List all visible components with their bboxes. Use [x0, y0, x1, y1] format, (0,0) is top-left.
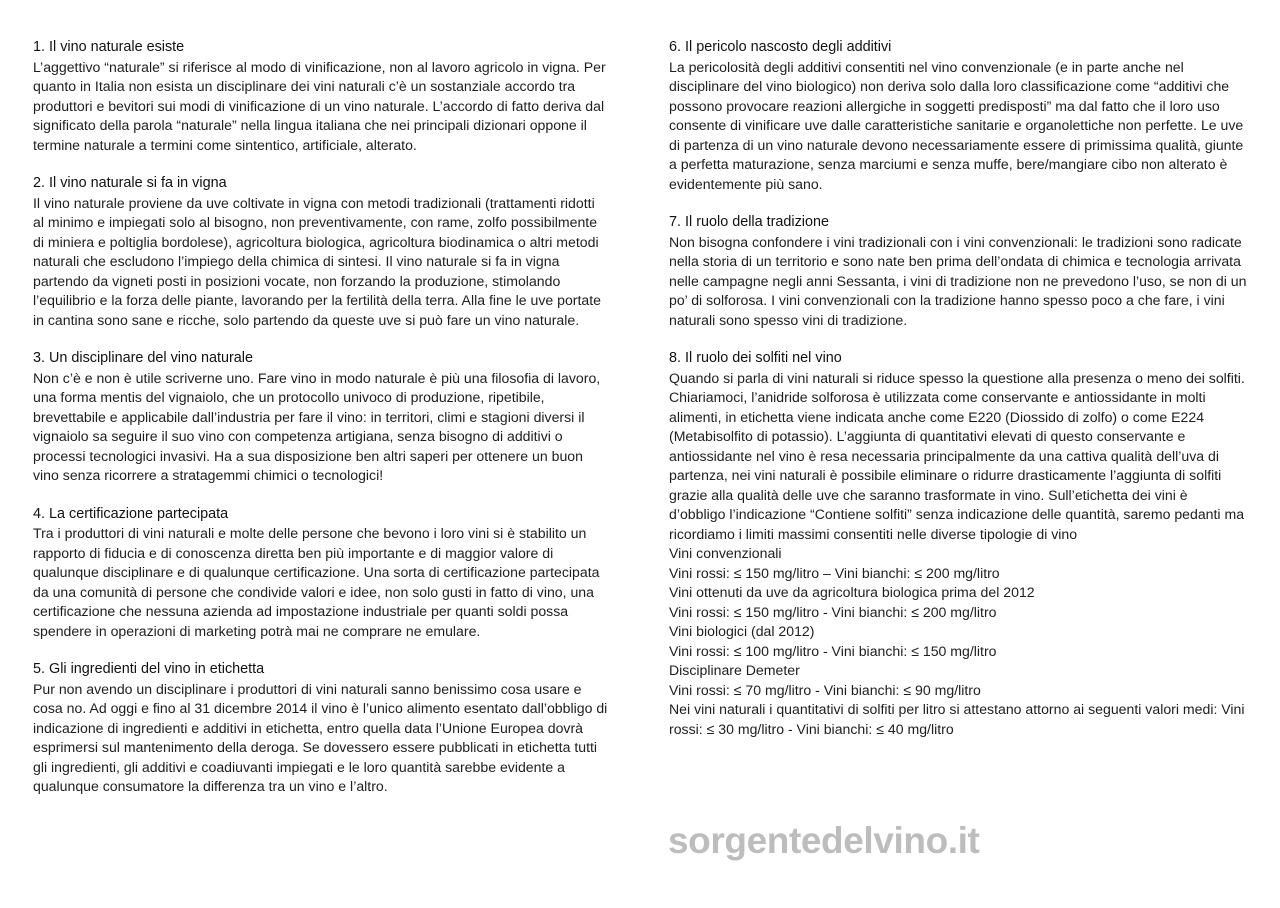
section-heading: 8. Il ruolo dei solfiti nel vino: [669, 350, 842, 366]
section-3: [33, 349, 608, 486]
section-heading: 3. Un disciplinare del vino naturale: [33, 350, 253, 366]
section-8: [669, 349, 1247, 739]
section-1: [33, 38, 608, 155]
section-2: [33, 174, 608, 330]
section-heading: 1. Il vino naturale esiste: [33, 39, 185, 55]
sulfite-limits-list: [669, 544, 1247, 700]
section-5: [33, 660, 608, 797]
list-item: Vini rossi: ≤ 70 mg/litro - Vini bianchi: ≤ 90 mg/litro: [669, 681, 981, 698]
list-item: Vini rossi: ≤ 150 mg/litro - Vini bianchi: ≤ 200 mg/litro: [669, 603, 997, 620]
section-7: [669, 213, 1247, 330]
section-body: La pericolosità degli additivi consentiti nel vino convenzionale (e in parte anche nel disciplinare del vino biologico) non deriva solo dalla loro classificazione come “additivi che possono provocare reazioni allergiche in soggetti predisposti” ma dal fatto che il loro uso consente di vinificare uve dalle caratteristiche sanitarie e organolettiche non perfette. Le uve di partenza di un vino naturale devono necessariamente essere di primissima qualità, giunte a perfetta maturazione, senza marciumi e senza muffe, bere/mangiare cibo non alterato è evidentemente più sano.: [669, 58, 1244, 192]
section-body: Quando si parla di vini naturali si riduce spesso la questione alla presenza o meno dei solfiti. Chiariamoci, l’anidride solforosa è utilizzata come conservante e antiossidante in molti alimenti, in etichetta viene indicata anche come E220 (Diossido di zolfo) o come E224 (Metabisolfito di potassio). L’aggiunta di quantitativi elevati di questo conservante e antiossidante nel vino è resa necessaria principalmente da una cattiva qualità dell’uva di partenza, nei vini naturali è possibile eliminare o ridurre drasticamente l’aggiunta di solfiti grazie alla qualità delle uve che saranno trasformate in vino. Sull’etichetta dei vini è d’obbligo l’indicazione “Contiene solfiti” senza indicazione delle quantità, saremo pedanti ma ricordiamo i limiti massimi consentiti nelle diverse tipologie di vino: [669, 369, 1245, 542]
list-item: Vini rossi: ≤ 150 mg/litro – Vini bianchi: ≤ 200 mg/litro: [669, 564, 1000, 581]
sulfite-averages: Nei vini naturali i quantitativi di solfiti per litro si attestano attorno ai seguenti valori medi: Vini rossi: ≤ 30 mg/litro - Vini bianchi: ≤ 40 mg/litro: [669, 701, 1245, 737]
list-item: Vini rossi: ≤ 100 mg/litro - Vini bianchi: ≤ 150 mg/litro: [669, 642, 997, 659]
list-item: Vini biologici (dal 2012): [669, 623, 815, 639]
section-heading: 6. Il pericolo nascosto degli additivi: [669, 39, 892, 55]
section-body: Pur non avendo un disciplinare i produttori di vini naturali sanno benissimo cosa usare e cosa no. Ad oggi e fino al 31 dicembre 2014 il vino è l’unico alimento esentato dall’obbligo di indicazione di ingredienti e additivi in etichetta, entro quella data l’Unione Europea dovrà esprimersi sul mantenimento della deroga. Se dovessero essere pubblicati in etichetta tutti gli ingredienti, gli additivi e coadiuvanti impiegati e le loro quantità sarebbe evidente a qualunque consumatore la differenza tra un vino e l’altro.: [33, 680, 608, 794]
list-item: Vini convenzionali: [669, 545, 782, 561]
section-heading: 7. Il ruolo della tradizione: [669, 214, 829, 230]
section-body: L’aggettivo “naturale” si riferisce al modo di vinificazione, non al lavoro agricolo in vigna. Per quanto in Italia non esista un disciplinare dei vini naturali c’è un sostanziale accordo tra produttori e bevitori sui modi di vinificazione di un vino naturale. L’accordo di fatto deriva dal significato della parola “naturale” nella lingua italiana che nei principali dizionari oppone il termine naturale a termini come sintentico, artificiale, alterato.: [33, 58, 606, 153]
section-6: [669, 38, 1247, 194]
section-heading: 5. Gli ingredienti del vino in etichetta: [33, 661, 265, 677]
section-heading: 4. La certificazione partecipata: [33, 505, 229, 522]
sorgentedelvino-logo: sorgentedelvino.it: [668, 820, 980, 861]
section-4: [33, 505, 608, 642]
list-item: Disciplinare Demeter: [669, 662, 800, 678]
section-body: Non c’è e non è utile scriverne uno. Fare vino in modo naturale è più una filosofia di lavoro, una forma mentis del vignaiolo, che un protocollo univoco di produzione, ripetibile, brevettabile e applicabile dall’industria per fare il vino: in territori, climi e stagioni diversi il vignaiolo sa seguire il suo vino con competenza artigiana, senza bisogno di additivi o processi tecnologici invasivi. Ha a sua disposizione ben altri saperi per ottenere un buon vino senza ricorrere a stratagemmi chimici o tecnologici!: [33, 369, 601, 483]
right-column: [669, 38, 1247, 758]
section-heading: 2. Il vino naturale si fa in vigna: [33, 175, 227, 191]
left-column: [33, 38, 608, 816]
section-body: Tra i produttori di vini naturali e molte delle persone che bevono i loro vini si è stabilito un rapporto di fiducia e di conoscenza diretta ben più importante e di maggior valore di qualunque disciplinare e di qualunque certificazione. Una sorta di certificazione partecipata da una comunità di persone che condivide valori e idee, non solo gusti in fatto di vino, una certificazione che nessuna azienda ad impostazione industriale per quanti soldi possa spendere in operazioni di marketing potrà mai ne comprare ne emulare.: [33, 525, 600, 639]
list-item: Vini ottenuti da uve da agricoltura biologica prima del 2012: [669, 584, 1035, 600]
section-body: Il vino naturale proviene da uve coltivate in vigna con metodi tradizionali (trattamenti ridotti al minimo e impiegati solo al bisogno, non preventivamente, con rame, zolfo possibilmente di miniera e poltiglia bordolese), agricoltura biologica, agricoltura biodinamica o altri metodi naturali che escludono l’impiego della chimica di sintesi. Il vino naturale si fa in vigna partendo da vigneti posti in posizioni vocate, non forzando la produzione, stimolando l’equilibrio e la forza delle piante, lavorando per la fertilità della terra. Alla fine le uve portate in cantina sono sane e ricche, solo partendo da queste uve si può fare un vino naturale.: [33, 194, 601, 328]
section-body: Non bisogna confondere i vini tradizionali con i vini convenzionali: le tradizioni sono radicate nella storia di un territorio e sono nate ben prima dell’ondata di chimica e tecnologia arrivata nelle campagne negli anni Sessanta, i vini di tradizione non ne prevedono l’uso, se non di un po’ di solforosa. I vini convenzionali con la tradizione hanno spesso poco a che fare, i vini naturali sono spesso vini di tradizione.: [669, 233, 1247, 328]
